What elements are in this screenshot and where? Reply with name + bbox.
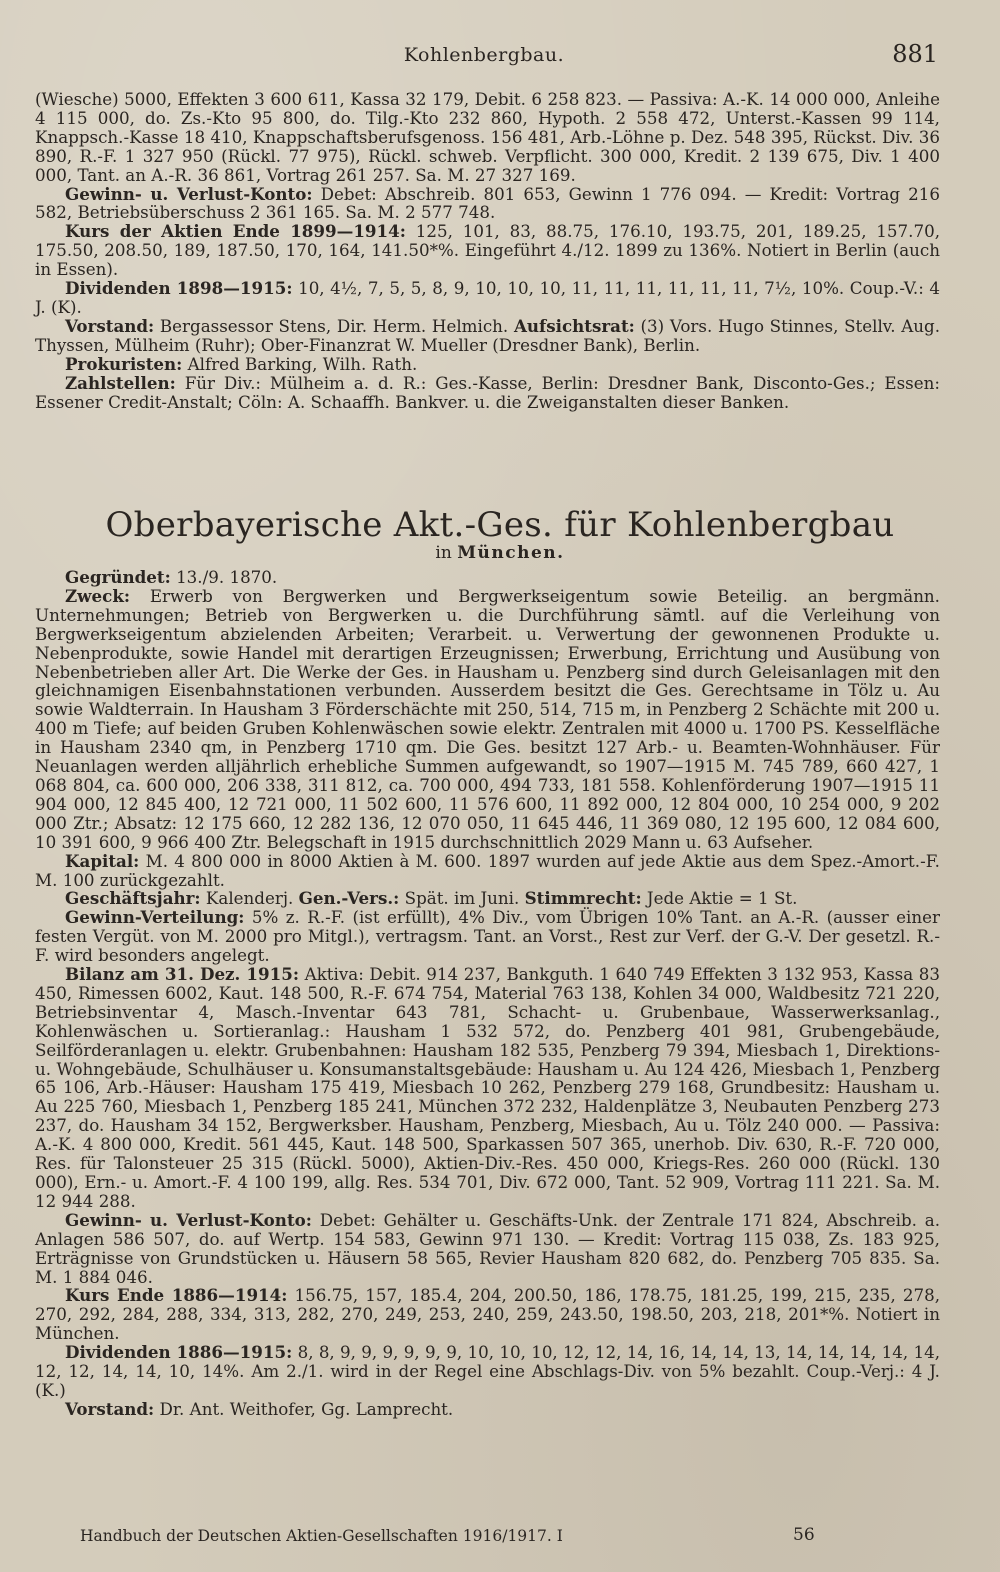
- aufsichtsrat-text: (3) Vors. Hugo Stinnes, Stellv. Aug. Thyssen, Mülheim (Ruhr); Ober-Finanzrat W. Mueller (Dresdner Bank), Berlin.: [35, 315, 941, 355]
- prokuristen-paragraph: [35, 355, 940, 374]
- footer-source: Handbuch der Deutschen Aktien-Gesellschaften 1916/1917. I: [80, 1527, 563, 1545]
- geschaeftsjahr-paragraph: [35, 889, 940, 908]
- stimmrecht-label: Stimmrecht:: [524, 888, 642, 909]
- vorstand-company-paragraph: [35, 1400, 940, 1419]
- company-place: [0, 543, 1000, 563]
- gewinn-label: Gewinn- u. Verlust-Konto:: [65, 183, 313, 204]
- dividenden-text: 10, 4½, 7, 5, 5, 8, 9, 10, 10, 10, 11, 11, 11, 11, 11, 11, 7½, 10%. Coup.-V.: 4 J. (K).: [35, 278, 941, 317]
- previous-company-entry: [35, 90, 940, 411]
- page-number: 881: [892, 40, 938, 68]
- kurs-ende-paragraph: [35, 1286, 940, 1343]
- bilanz-paragraph: [35, 965, 940, 1211]
- gewinnverteilung-text: 5% z. R.-F. (ist erfüllt), 4% Div., vom Übrigen 10% Tant. an A.-R. (ausser einer festen Vergüt. von M. 2000 pro Mitgl.), vertragsm. Tant. an Vorst., Rest zur Verf. der G.-V. Der gesetzl. R.-F. wird besonders angelegt.: [35, 907, 940, 966]
- kurs-label: Kurs der Aktien Ende 1899—1914:: [65, 221, 406, 242]
- guv-text: Debet: Gehälter u. Geschäfts-Unk. der Zentrale 171 824, Abschreib. a. Anlagen 586 507, do. auf Wertp. 154 583, Gewinn 971 130. — Kredit: Vortrag 115 038, Zs. 183 925, Erträgnisse von Grundstücken u. Häusern 58 565, Revier Hausham 820 682, do. Penzberg 705 835. Sa. M. 1 884 046.: [35, 1209, 940, 1287]
- aufsichtsrat-label: Aufsichtsrat:: [513, 315, 635, 336]
- prokuristen-text: Alfred Barking, Wilh. Rath.: [187, 353, 418, 374]
- guv-paragraph: [35, 1211, 940, 1287]
- zahlstellen-label: Zahlstellen:: [65, 372, 176, 393]
- kurs-ende-text: 156.75, 157, 185.4, 204, 200.50, 186, 178.75, 181.25, 199, 215, 235, 278, 270, 292, 284, 288, 334, 313, 282, 270, 249, 253, 240, 259, 243.50, 198.50, 203, 218, 201*%. Notiert in München.: [35, 1285, 941, 1344]
- bilanz-text: Aktiva: Debit. 914 237, Bankguth. 1 640 749 Effekten 3 132 953, Kassa 83 450, Rimessen 6002, Kaut. 148 500, R.-F. 674 754, Material 763 138, Kohlen 34 000, Waldbesitz 721 220, Betriebsinventar 4, Masch.-Inventar 643 781, Schacht- u. Grubenbaue, Wasserwerksanlag., Kohlenwäschen u. Sortieranlag.: Hausham 1 532 572, do. Penzberg 401 981, Grubengebäude, Seilförderanlagen u. elektr. Grubenbahnen: Hausham 182 535, Penzberg 79 394, Miesbach 1, Direktions- u. Wohngebäude, Schulhäuser u. Konsumanstaltsgebäude: Hausham u. Au 124 426, Miesbach 1, Penzberg 65 106, Arb.-Häuser: Hausham 175 419, Miesbach 10 262, Penzberg 279 168, Grundbesitz: Hausham u. Au 225 760, Miesbach 1, Penzberg 185 241, München 372 232, Haldenplätze 3, Neubauten Penzberg 273 237, do. Hausham 34 152, Bergwerksber. Hausham, Penzberg, Miesbach, Au u. Tölz 240 000. — Passiva: A.-K. 4 800 000, Kredit. 561 445, Kaut. 148 500, Sparkassen 507 365, unerhob. Div. 630, R.-F. 720 000, Res. für Talonsteuer 25 315 (Rückl. 5000), Aktien-Div.-Res. 450 000, Kriegs-Res. 260 000 (Rückl. 130 000), Ern.- u. Amort.-F. 4 100 199, allg. Res. 534 701, Div. 672 000, Tant. 52 909, Vortrag 111 221. Sa. M. 12 944 288.: [35, 964, 940, 1211]
- gegruendet-label: Gegründet:: [65, 567, 171, 587]
- balance-continuation: (Wiesche) 5000, Effekten 3 600 611, Kassa 32 179, Debit. 6 258 823. — Passiva: A.-K. 14 000 000, Anleihe 4 115 000, do. Zs.-Kto 95 800, do. Tilg.-Kto 232 860, Hypoth. 2 558 472, Unterst.-Kassen 99 114, Knappsch.-Kasse 18 410, Knappschaftsberufsgenoss. 156 481, Arb.-Löhne p. Dez. 548 395, Rückst. Div. 36 890, R.-F. 1 327 950 (Rückl. 77 975), Rückl. schweb. Verpflicht. 300 000, Kredit. 2 139 675, Div. 1 400 000, Tant. an A.-R. 36 861, Vortrag 261 257. Sa. M. 27 327 169.: [35, 89, 940, 185]
- zahlstellen-paragraph: [35, 374, 940, 412]
- vorstand-company-label: Vorstand:: [65, 1398, 155, 1419]
- dividenden-company-text: 8, 8, 9, 9, 9, 9, 9, 9, 10, 10, 10, 12, 12, 14, 16, 14, 14, 13, 14, 14, 14, 14, 14, 12, 12, 14, 14, 10, 14%. Am 2./1. wird in der Regel eine Abschlags-Div. von 5% bezahlt. Coup.-Verj.: 4 J. (K.): [35, 1342, 941, 1400]
- vorstand-text: Bergassessor Stens, Dir. Herm. Helmich.: [159, 315, 509, 336]
- zweck-text: Erwerb von Bergwerken und Bergwerkseigentum sowie Beteilig. an bergmänn. Unternehmungen; Betrieb von Bergwerken u. die Durchführung sämtl. auf die Verleihung von Bergwerkseigentum abzielenden Arbeiten; Verarbeit. u. Verwertung der gewonnenen Produkte u. Nebenprodukte, sowie Handel mit derartigen Erzeugnissen; Erwerbung, Errichtung und Ausübung von Nebenbetrieben aller Art. Die Werke der Ges. in Hausham u. Penzberg sind durch Geleisanlagen mit den gleichnamigen Eisenbahnstationen verbunden. Ausserdem besitzt die Ges. Gerechtsame in Tölz u. Au sowie Waldterrain. In Hausham 3 Förderschächte mit 250, 514, 715 m, in Penzberg 2 Schächte mit 200 u. 400 m Tiefe; auf beiden Gruben Kohlenwäschen sowie elektr. Zentralen mit 4000 u. 1700 PS. Kesselfläche in Hausham 2340 qm, in Penzberg 1710 qm. Die Ges. besitzt 127 Arb.- u. Beamten-Wohnhäuser. Für Neuanlagen werden alljährlich erhebliche Summen aufgewandt, so 1907—1915 M. 745 789, 660 427, 1 068 804, ca. 600 000, 206 338, 311 812, ca. 700 000, 494 733, 181 558. Kohlenförderung 1907—1915 11 904 000, 12 845 400, 12 721 000, 11 502 600, 11 576 600, 11 892 000, 12 804 000, 10 254 000, 9 202 000 Ztr.; Absatz: 12 175 660, 12 282 136, 12 070 050, 11 645 446, 11 369 080, 12 195 600, 12 084 600, 10 391 600, 9 966 400 Ztr. Belegschaft in 1915 durchschnittlich 2029 Mann u. 63 Aufseher.: [35, 585, 940, 852]
- bilanz-label: Bilanz am 31. Dez. 1915:: [65, 964, 300, 985]
- kurs-ende-label: Kurs Ende 1886—1914:: [65, 1285, 288, 1306]
- dividenden-paragraph: [35, 279, 940, 317]
- vorstand-company-text: Dr. Ant. Weithofer, Gg. Lamprecht.: [159, 1398, 454, 1419]
- page-header: [30, 40, 938, 70]
- stimmrecht-text: Jede Aktie = 1 St.: [646, 888, 798, 909]
- kapital-text: M. 4 800 000 in 8000 Aktien à M. 600. 1897 wurden auf jede Aktie aus dem Spez.-Amort.-F. M. 100 zurückgezahlt.: [35, 850, 940, 890]
- company-title: Oberbayerische Akt.-Ges. für Kohlenbergbau: [105, 505, 895, 545]
- zahlstellen-text: Für Div.: Mülheim a. d. R.: Ges.-Kasse, Berlin: Dresdner Bank, Disconto-Ges.; Essen: Essener Credit-Anstalt; Cöln: A. Schaaffh. Bankver. u. die Zweiganstalten dieser Banken.: [35, 372, 940, 412]
- footer-signature: 56: [793, 1525, 815, 1545]
- kapital-paragraph: [35, 852, 940, 890]
- geschaeftsjahr-label: Geschäftsjahr:: [65, 888, 201, 909]
- gewinn-text: Debet: Abschreib. 801 653, Gewinn 1 776 094. — Kredit: Vortrag 216 582, Betriebsüberschuss 2 361 165. Sa. M. 2 577 748.: [35, 183, 940, 223]
- company-entry: [35, 568, 940, 1419]
- prokuristen-label: Prokuristen:: [65, 353, 183, 374]
- geschaeftsjahr-text: Kalenderj.: [205, 888, 294, 909]
- zweck-paragraph: [35, 587, 940, 852]
- kurs-text: 125, 101, 83, 88.75, 176.10, 193.75, 201, 189.25, 157.70, 175.50, 208.50, 189, 187.50, 170, 164, 141.50*%. Eingeführt 4./12. 1899 zu 136%. Notiert in Berlin (auch in Essen).: [35, 221, 940, 280]
- vorstand-label: Vorstand:: [65, 315, 155, 336]
- kapital-label: Kapital:: [65, 850, 140, 871]
- genvers-label: Gen.-Vers.:: [298, 888, 400, 909]
- kurs-paragraph: [35, 222, 940, 279]
- gewinnverteilung-label: Gewinn-Verteilung:: [65, 907, 245, 928]
- dividenden-company-paragraph: [35, 1343, 940, 1400]
- running-title: Kohlenbergbau.: [403, 44, 565, 66]
- gewinnverteilung-paragraph: [35, 908, 940, 965]
- dividenden-label: Dividenden 1898—1915:: [65, 278, 293, 299]
- vorstand-paragraph: [35, 317, 940, 355]
- place-prefix: in: [435, 543, 452, 563]
- guv-label: Gewinn- u. Verlust-Konto:: [65, 1209, 312, 1230]
- dividenden-company-label: Dividenden 1886—1915:: [65, 1342, 293, 1363]
- gegruendet-text: 13./9. 1870.: [176, 567, 278, 587]
- gegruendet-paragraph: [35, 568, 940, 587]
- zweck-label: Zweck:: [65, 585, 131, 606]
- place-name: München.: [457, 543, 565, 563]
- gewinn-paragraph: [35, 185, 940, 223]
- genvers-text: Spät. im Juni.: [404, 888, 520, 909]
